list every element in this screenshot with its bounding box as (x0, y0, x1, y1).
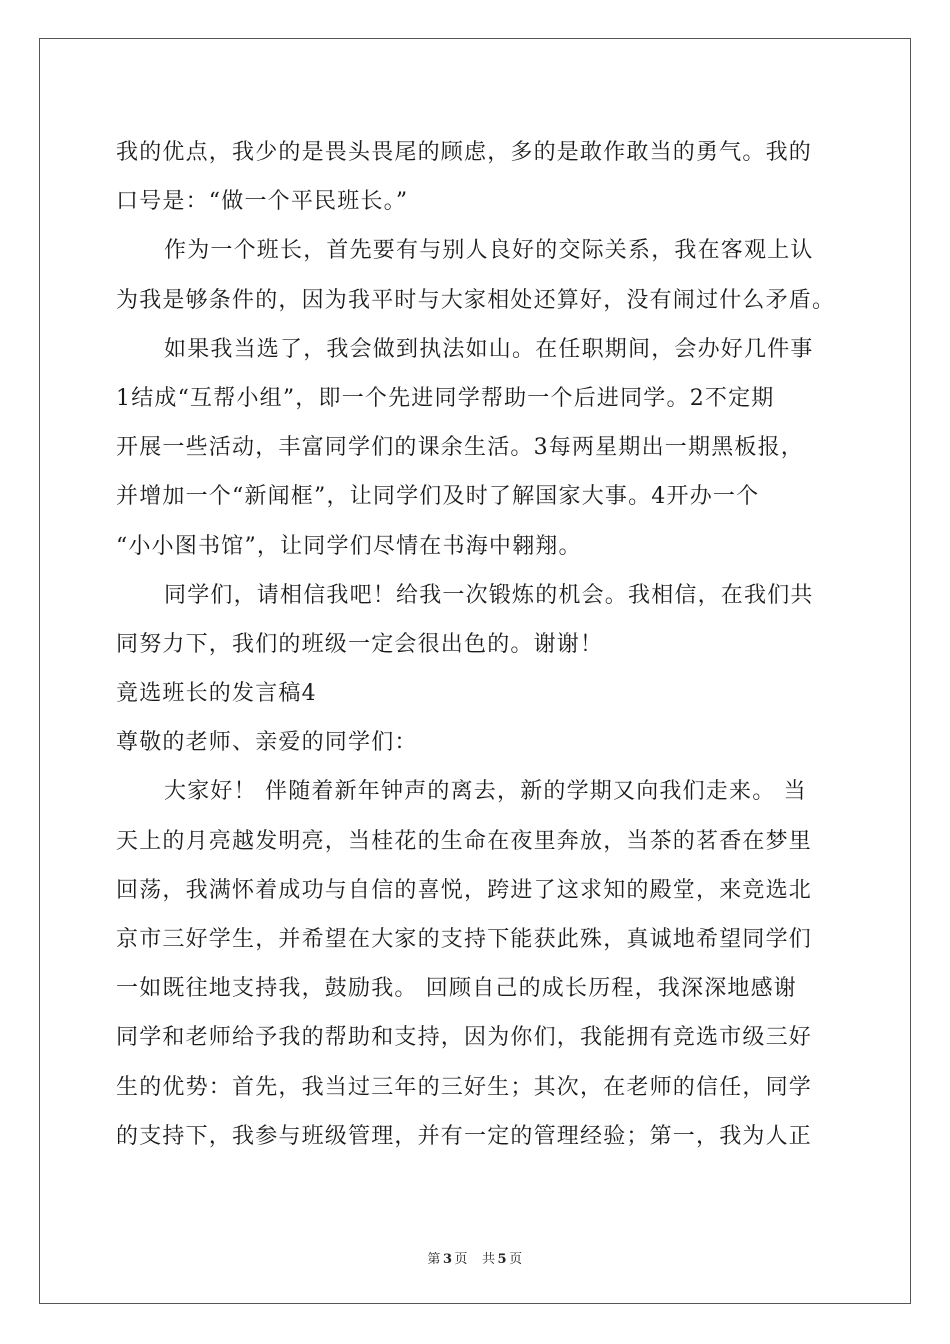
page-footer (0, 1248, 950, 1267)
text-line: 同努力下，我们的班级一定会很出色的。谢谢！ (116, 631, 604, 657)
page-number: 3 (442, 1252, 453, 1267)
text-line: 一如既往地支持我，鼓励我。 回顾自己的成长历程，我深深地感谢 (116, 976, 797, 1002)
salutation: 尊敬的老师、亲爱的同学们： (116, 730, 418, 756)
document-body (116, 128, 850, 1161)
text-line: 1结成“互帮小组”，即一个先进同学帮助一个后进同学。2不定期 (116, 385, 775, 411)
text-line: 为我是够条件的，因为我平时与大家相处还算好，没有闹过什么矛盾。 (116, 287, 836, 313)
paragraph-start-line: 如果我当选了，我会做到执法如山。在任职期间，会办好几件事 (164, 336, 814, 362)
text-line: 我的优点，我少的是畏头畏尾的顾虑，多的是敢作敢当的勇气。我的 (116, 140, 813, 165)
text-line: 开展一些活动，丰富同学们的课余生活。3每两星期出一期黑板报， (116, 435, 804, 461)
section-heading: 竟选班长的发言稿4 (116, 681, 317, 707)
text-line: 京市三好学生，并希望在大家的支持下能获此殊，真诚地希望同学们 (116, 927, 813, 952)
text-line: 回荡，我满怀着成功与自信的喜悦，跨进了这求知的殿堂，来竞选北 (116, 877, 813, 903)
text-line: 并增加一个“新闻框”，让同学们及时了解国家大事。4开办一个 (116, 484, 760, 510)
paragraph-start-line: 同学们，请相信我吧！给我一次锻炼的机会。我相信，在我们共 (164, 582, 814, 608)
paragraph-start-line: 作为一个班长，首先要有与别人良好的交际关系，我在客观上认 (164, 238, 814, 264)
text-line: 同学和老师给予我的帮助和支持，因为你们，我能拥有竞选市级三好 (116, 1025, 813, 1051)
text-line: “小小图书馆”，让同学们尽情在书海中翱翔。 (116, 533, 582, 559)
text-line: 口号是：“做一个平民班长。” (116, 189, 409, 215)
text-line: 的支持下，我参与班级管理，并有一定的管理经验；第一，我为人正 (116, 1123, 813, 1149)
page-suffix: 页 (454, 1252, 468, 1267)
page-prefix: 第 (427, 1252, 441, 1267)
total-prefix: 共 (482, 1252, 496, 1267)
text-line: 天上的月亮越发明亮，当桂花的生命在夜里奔放，当茶的茗香在梦里 (116, 828, 813, 854)
paragraph-start-line: 大家好！ 伴随着新年钟声的离去，新的学期又向我们走来。 当 (164, 779, 807, 805)
text-line: 生的优势：首先，我当过三年的三好生；其次，在老师的信任，同学 (116, 1074, 813, 1100)
total-pages: 5 (497, 1252, 508, 1267)
total-suffix: 页 (509, 1252, 523, 1267)
